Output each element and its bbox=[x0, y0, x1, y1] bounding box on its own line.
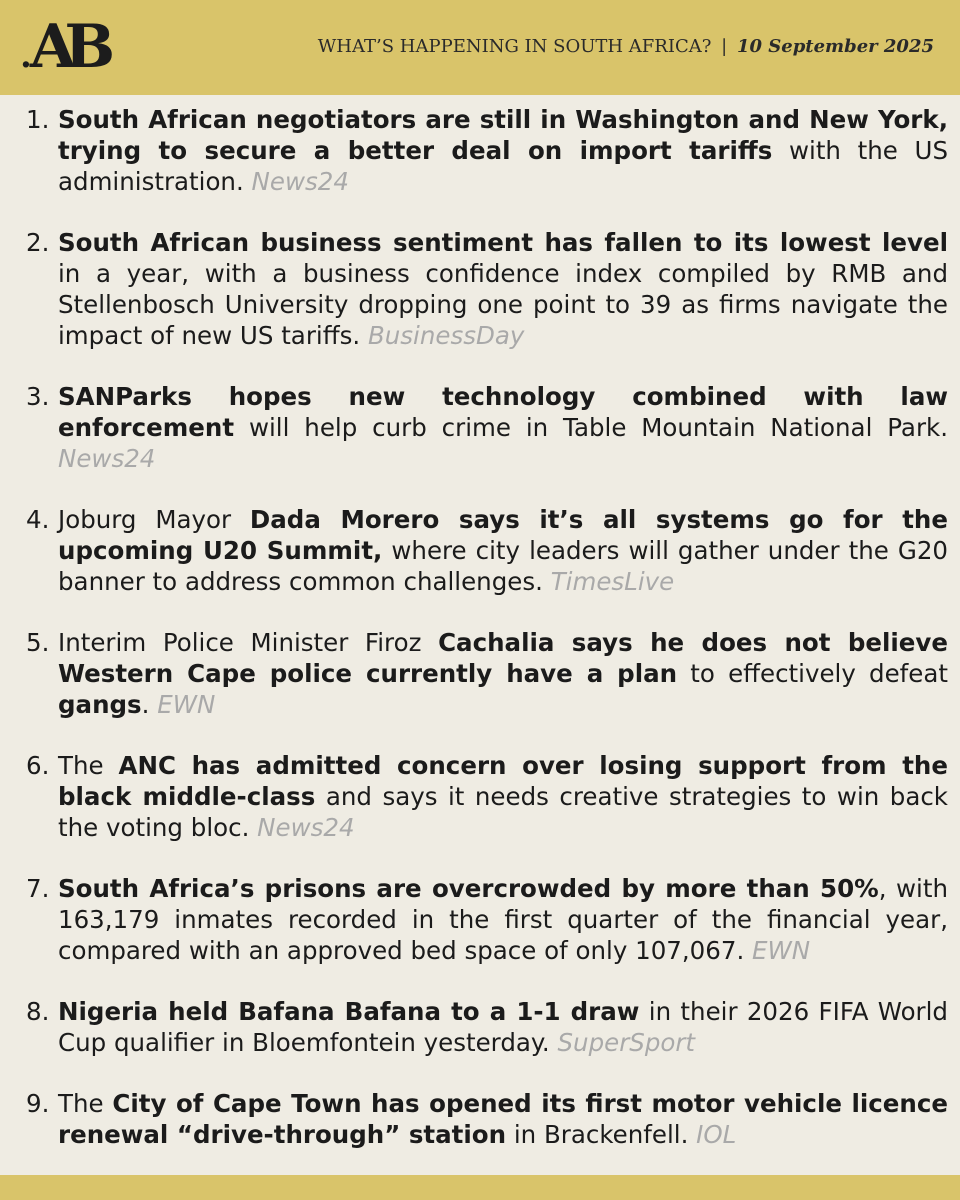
item-text bbox=[58, 750, 948, 843]
news-item-3 bbox=[26, 381, 948, 474]
item-body: , with 163,179 inmates recorded in the first quarter of the financial year, compared with an approved bed space of only 107,067. bbox=[58, 874, 948, 965]
item-body: where city leaders will gather under the G20 banner to address common challenges. bbox=[58, 536, 948, 596]
item-source: EWN bbox=[752, 936, 811, 965]
item-text bbox=[58, 227, 948, 351]
item-headline-2: gangs bbox=[58, 690, 142, 719]
item-number: 8. bbox=[26, 997, 50, 1026]
item-text bbox=[58, 381, 948, 474]
news-item-7 bbox=[26, 873, 948, 966]
item-text bbox=[58, 1088, 948, 1150]
item-number: 2. bbox=[26, 228, 50, 257]
news-item-1 bbox=[26, 104, 948, 197]
item-body: with the US administration. bbox=[58, 136, 948, 196]
item-headline: Cachalia says he does not believe Western Cape police currently have a plan bbox=[58, 628, 948, 688]
item-body: in their 2026 FIFA World Cup qualifier in Bloemfontein yesterday. bbox=[58, 997, 948, 1057]
news-item-5 bbox=[26, 627, 948, 720]
item-text bbox=[58, 104, 948, 197]
item-text bbox=[58, 873, 948, 966]
news-item-9 bbox=[26, 1088, 948, 1150]
item-pre: The bbox=[58, 1089, 113, 1118]
header-separator: | bbox=[721, 36, 728, 57]
header-date: 10 September 2025 bbox=[736, 36, 934, 57]
item-pre: Joburg Mayor bbox=[58, 505, 250, 534]
item-number: 1. bbox=[26, 105, 50, 134]
footer-band bbox=[0, 1175, 960, 1200]
news-list bbox=[26, 104, 948, 1180]
item-number: 4. bbox=[26, 505, 50, 534]
header-headline: WHAT’S HAPPENING IN SOUTH AFRICA? bbox=[317, 36, 712, 57]
header-title bbox=[318, 36, 934, 57]
item-text bbox=[58, 627, 948, 720]
item-source: EWN bbox=[157, 690, 216, 719]
news-item-6 bbox=[26, 750, 948, 843]
item-headline: South Africa’s prisons are overcrowded by more than 50% bbox=[58, 874, 879, 903]
news-item-4 bbox=[26, 504, 948, 597]
item-body: in Brackenfell. bbox=[506, 1120, 689, 1149]
item-source: SuperSport bbox=[557, 1028, 696, 1057]
item-number: 7. bbox=[26, 874, 50, 903]
item-body: to effectively defeat bbox=[677, 659, 948, 688]
item-post: . bbox=[141, 690, 150, 719]
item-source: News24 bbox=[251, 167, 349, 196]
item-body: will help curb crime in Table Mountain National Park. bbox=[234, 413, 948, 442]
item-source: TimesLive bbox=[550, 567, 675, 596]
item-text bbox=[58, 504, 948, 597]
item-pre: Interim Police Minister Firoz bbox=[58, 628, 439, 657]
item-text bbox=[58, 996, 948, 1058]
item-source: News24 bbox=[257, 813, 355, 842]
item-body: and says it needs creative strategies to win back the voting bloc. bbox=[58, 782, 948, 842]
item-headline: SANParks hopes new technology combined with law enforcement bbox=[58, 382, 948, 442]
item-pre: The bbox=[58, 751, 119, 780]
news-item-2 bbox=[26, 227, 948, 351]
item-headline: ANC has admitted concern over losing support from the black middle-class bbox=[58, 751, 948, 811]
item-number: 6. bbox=[26, 751, 50, 780]
item-body: in a year, with a business confidence index compiled by RMB and Stellenbosch University dropping one point to 39 as firms navigate the impact of new US tariffs. bbox=[58, 259, 948, 350]
brand-logo: .AB bbox=[20, 12, 104, 82]
item-headline: Dada Morero says it’s all systems go for the upcoming U20 Summit, bbox=[58, 505, 948, 565]
item-headline: Nigeria held Bafana Bafana to a 1-1 draw bbox=[58, 997, 640, 1026]
header-banner bbox=[0, 0, 960, 95]
item-source: IOL bbox=[696, 1120, 737, 1149]
item-headline: South African business sentiment has fallen to its lowest level bbox=[58, 228, 948, 257]
item-number: 5. bbox=[26, 628, 50, 657]
item-headline: South African negotiators are still in Washington and New York, trying to secure a better deal on import tariffs bbox=[58, 105, 948, 165]
item-headline: City of Cape Town has opened its first motor vehicle licence renewal “drive-through” station bbox=[58, 1089, 949, 1149]
item-source: News24 bbox=[58, 444, 156, 473]
item-number: 9. bbox=[26, 1089, 50, 1118]
item-source: BusinessDay bbox=[367, 321, 525, 350]
item-number: 3. bbox=[26, 382, 50, 411]
news-item-8 bbox=[26, 996, 948, 1058]
